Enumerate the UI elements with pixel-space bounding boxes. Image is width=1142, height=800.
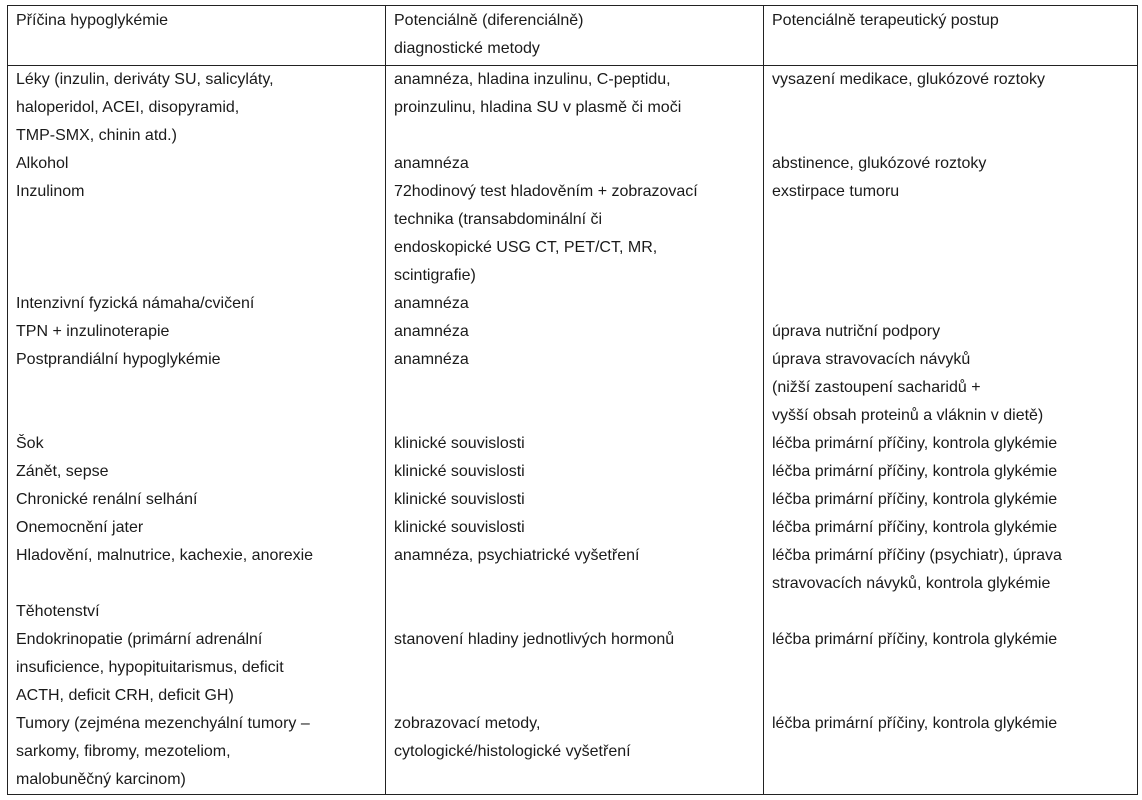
diagnostics-cell	[386, 598, 764, 626]
cell-text-line: Postprandiální hypoglykémie	[16, 351, 221, 368]
cell-text-line: Hladovění, malnutrice, kachexie, anorexie	[16, 547, 314, 564]
cell-text-line: vyšší obsah proteinů a vláknin v dietě)	[772, 407, 1044, 424]
cell-text-line: zobrazovací metody,	[394, 715, 541, 732]
cell-text-line: léčba primární příčiny, kontrola glykémie	[772, 463, 1058, 480]
cell-text-line: anamnéza	[394, 295, 469, 312]
cause-cell	[8, 458, 386, 486]
cell-text-line: Šok	[16, 435, 44, 452]
cell-text-line: Zánět, sepse	[16, 463, 109, 480]
therapy-cell	[764, 318, 1138, 346]
table-row	[8, 486, 1138, 514]
cell-text-line: úprava nutriční podpory	[772, 323, 941, 340]
cell-text-line: Těhotenství	[16, 603, 100, 620]
cell-text-line: TMP-SMX, chinin atd.)	[16, 127, 177, 144]
cause-cell	[8, 710, 386, 795]
table-body	[8, 66, 1138, 795]
cell-text-line: proinzulinu, hladina SU v plasmě či moči	[394, 99, 682, 116]
cell-text-line: klinické souvislosti	[394, 519, 525, 536]
table-row	[8, 458, 1138, 486]
cell-text-line: Endokrinopatie (primární adrenální	[16, 631, 263, 648]
cause-cell	[8, 514, 386, 542]
cell-text-line: Alkohol	[16, 155, 69, 172]
therapy-cell	[764, 486, 1138, 514]
therapy-cell	[764, 598, 1138, 626]
hypoglycemia-table-container	[7, 5, 1137, 795]
table-row	[8, 178, 1138, 290]
cell-text-line: anamnéza, hladina inzulinu, C-peptidu,	[394, 71, 671, 88]
therapy-cell	[764, 458, 1138, 486]
diagnostics-cell	[386, 150, 764, 178]
cell-text-line: anamnéza	[394, 155, 469, 172]
header-therapy	[764, 6, 1138, 66]
header-cause	[8, 6, 386, 66]
cause-cell	[8, 598, 386, 626]
cell-text-line: exstirpace tumoru	[772, 183, 900, 200]
cell-text-line: TPN + inzulinoterapie	[16, 323, 170, 340]
cell-text-line: stanovení hladiny jednotlivých hormonů	[394, 631, 675, 648]
diagnostics-cell	[386, 318, 764, 346]
cell-text-line: anamnéza, psychiatrické vyšetření	[394, 547, 640, 564]
diagnostics-cell	[386, 290, 764, 318]
therapy-cell	[764, 346, 1138, 430]
cause-cell	[8, 346, 386, 430]
therapy-cell	[764, 178, 1138, 290]
cell-text-line: léčba primární příčiny, kontrola glykémie	[772, 631, 1058, 648]
diagnostics-cell	[386, 514, 764, 542]
cell-text-line: léčba primární příčiny (psychiatr), úprava	[772, 547, 1062, 564]
cause-cell	[8, 290, 386, 318]
diagnostics-cell	[386, 178, 764, 290]
cell-text-line: (nižší zastoupení sacharidů +	[772, 379, 981, 396]
cell-text-line: anamnéza	[394, 323, 469, 340]
therapy-cell	[764, 626, 1138, 710]
diagnostics-cell	[386, 486, 764, 514]
cell-text-line: sarkomy, fibromy, mezoteliom,	[16, 743, 231, 760]
hypoglycemia-table	[7, 5, 1138, 795]
header-diagnostics	[386, 6, 764, 66]
cell-text-line: léčba primární příčiny, kontrola glykémie	[772, 491, 1058, 508]
table-row	[8, 346, 1138, 430]
cause-cell	[8, 626, 386, 710]
header-text-line: Potenciálně terapeutický postup	[772, 12, 999, 29]
header-text-line: Příčina hypoglykémie	[16, 12, 169, 29]
table-header	[8, 6, 1138, 66]
header-text-line: diagnostické metody	[394, 40, 540, 57]
cell-text-line: klinické souvislosti	[394, 491, 525, 508]
diagnostics-cell	[386, 430, 764, 458]
table-row	[8, 542, 1138, 598]
cell-text-line: Léky (inzulin, deriváty SU, salicyláty,	[16, 71, 274, 88]
table-row	[8, 318, 1138, 346]
table-row	[8, 626, 1138, 710]
table-row	[8, 430, 1138, 458]
cause-cell	[8, 430, 386, 458]
cause-cell	[8, 318, 386, 346]
cell-text-line: léčba primární příčiny, kontrola glykémie	[772, 435, 1058, 452]
table-row	[8, 290, 1138, 318]
cell-text-line: Intenzivní fyzická námaha/cvičení	[16, 295, 255, 312]
cell-text-line: anamnéza	[394, 351, 469, 368]
cell-text-line: Chronické renální selhání	[16, 491, 198, 508]
cell-text-line: technika (transabdominální či	[394, 211, 603, 228]
table-row	[8, 514, 1138, 542]
cell-text-line: insuficience, hypopituitarismus, deficit	[16, 659, 284, 676]
cell-text-line: malobuněčný karcinom)	[16, 771, 186, 788]
cause-cell	[8, 486, 386, 514]
diagnostics-cell	[386, 346, 764, 430]
therapy-cell	[764, 290, 1138, 318]
cell-text-line: klinické souvislosti	[394, 435, 525, 452]
header-row	[8, 6, 1138, 66]
cell-text-line: léčba primární příčiny, kontrola glykémie	[772, 715, 1058, 732]
cause-cell	[8, 150, 386, 178]
table-row	[8, 710, 1138, 795]
cell-text-line: vysazení medikace, glukózové roztoky	[772, 71, 1046, 88]
cell-text-line: Tumory (zejména mezenchyální tumory –	[16, 715, 310, 732]
therapy-cell	[764, 514, 1138, 542]
cell-text-line: léčba primární příčiny, kontrola glykémie	[772, 519, 1058, 536]
cell-text-line: klinické souvislosti	[394, 463, 525, 480]
therapy-cell	[764, 66, 1138, 151]
cause-cell	[8, 178, 386, 290]
cell-text-line: stravovacích návyků, kontrola glykémie	[772, 575, 1051, 592]
cell-text-line: úprava stravovacích návyků	[772, 351, 971, 368]
cause-cell	[8, 542, 386, 598]
header-text-line: Potenciálně (diferenciálně)	[394, 12, 584, 29]
cell-text-line: cytologické/histologické vyšetření	[394, 743, 631, 760]
therapy-cell	[764, 542, 1138, 598]
diagnostics-cell	[386, 66, 764, 151]
table-row	[8, 66, 1138, 151]
diagnostics-cell	[386, 458, 764, 486]
therapy-cell	[764, 430, 1138, 458]
diagnostics-cell	[386, 626, 764, 710]
diagnostics-cell	[386, 710, 764, 795]
table-row	[8, 598, 1138, 626]
therapy-cell	[764, 150, 1138, 178]
table-row	[8, 150, 1138, 178]
therapy-cell	[764, 710, 1138, 795]
cell-text-line: endoskopické USG CT, PET/CT, MR,	[394, 239, 658, 256]
cell-text-line: Onemocnění jater	[16, 519, 144, 536]
cell-text-line: scintigrafie)	[394, 267, 476, 284]
cell-text-line: abstinence, glukózové roztoky	[772, 155, 987, 172]
cell-text-line: ACTH, deficit CRH, deficit GH)	[16, 687, 234, 704]
cell-text-line: 72hodinový test hladověním + zobrazovací	[394, 183, 698, 200]
diagnostics-cell	[386, 542, 764, 598]
cell-text-line: Inzulinom	[16, 183, 85, 200]
cause-cell	[8, 66, 386, 151]
cell-text-line: haloperidol, ACEI, disopyramid,	[16, 99, 240, 116]
